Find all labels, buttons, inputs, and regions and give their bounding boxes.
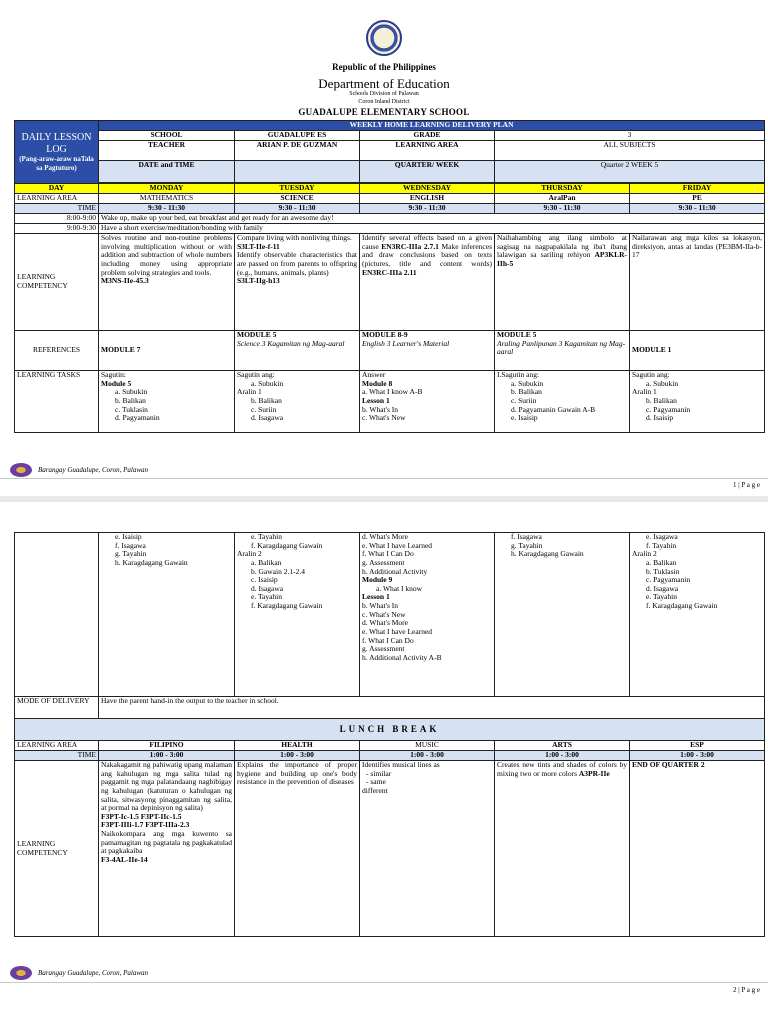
area-value: ALL SUBJECTS xyxy=(495,141,765,161)
time-mon: 9:30 - 11:30 xyxy=(99,204,235,214)
task-item: b. Balikan xyxy=(646,395,677,405)
area-label: LEARNING AREA xyxy=(360,141,495,161)
comp-wed-cell xyxy=(360,234,495,331)
task-item: c. Suriin xyxy=(511,395,537,405)
task-item: h. Karagdagang Gawain xyxy=(115,557,188,567)
task-item: Module 5 xyxy=(101,378,132,388)
task-item: e. Isaisip xyxy=(511,413,538,423)
task-item: d. Pagyamanin xyxy=(115,413,160,423)
area-tue: SCIENCE xyxy=(235,194,360,204)
footer-address: Barangay Guadalupe, Coron, Palawan xyxy=(38,969,148,977)
tasks-fri-2 xyxy=(630,533,765,697)
pm-comp-wed-cell xyxy=(360,761,495,937)
tasks-wed-2 xyxy=(360,533,495,697)
deped-seal-icon xyxy=(366,20,402,56)
lesson-log-table-page1 xyxy=(14,120,765,433)
task-item: c. Isaisip xyxy=(251,575,278,585)
pm-comp-mon-code3: F3-4AL-IIe-14 xyxy=(101,854,148,864)
task-item: Aralin 2 xyxy=(237,549,262,559)
pm-comp-wed-line: Identifies musical lines as xyxy=(362,760,440,769)
pm-comp-mon-code1: F3PT-Ic-1.5 F3PT-IIc-1.5 xyxy=(101,811,182,821)
date-label: DATE and TIME xyxy=(99,161,235,183)
task-item: d. Isagawa xyxy=(646,583,679,593)
comp-thu-cell xyxy=(495,234,630,331)
task-item: e. Isagawa xyxy=(646,532,678,541)
task-item: b. Tuklasin xyxy=(646,566,680,576)
task-item: Module 9 xyxy=(362,575,393,585)
task-item: Sagutin: xyxy=(101,370,127,379)
comp-mon-cell xyxy=(99,234,235,331)
task-item: Answer xyxy=(362,370,386,379)
dll-subtitle: (Pang-araw-araw naTala sa Pagtuturo) xyxy=(19,155,94,172)
school-logo-icon xyxy=(10,966,32,980)
pm-comp-mon: Nakakagamit ng pahiwatig upang malaman ang kahulugan ng mga salita tulad ng paggamit ng mga palatandaang nagbibigay ng kahulugan (katuturan o kahulugan ng salita, sitwasyong pinaggamitan ng salita, at pormal na depinisyon ng salita) xyxy=(101,760,232,813)
sched1-text: Wake up, make up your bed, eat breakfast and get ready for an awesome day! xyxy=(99,214,765,224)
ref-wed-mod: MODULE 8-9 xyxy=(362,330,408,339)
quarter-value: Quarter 2 WEEK 5 xyxy=(495,161,765,183)
tasks-mon-1 xyxy=(99,371,235,433)
task-item: h. Additional Activity xyxy=(362,566,428,576)
task-item: a. Balikan xyxy=(251,557,282,567)
task-item: f. Tayahin xyxy=(646,540,677,550)
task-item: b. Gawain 2.1-2.4 xyxy=(251,566,305,576)
task-item: g. Assessment xyxy=(362,644,405,654)
pm-area-thu: ARTS xyxy=(495,741,630,751)
ref-thu-mod: MODULE 5 xyxy=(497,330,537,339)
comp-mon: Solves routine and non-routine problems involving multiplication without or with addition and subtraction of whole numbers including money using appropriate problem solving strategies and tools. xyxy=(101,233,232,277)
pm-area-label: LEARNING AREA xyxy=(15,741,99,751)
comp-wed-code1: EN3RC-IIIa 2.7.1 xyxy=(381,241,439,251)
am-competency-label: LEARNING COMPETENCY xyxy=(15,234,99,331)
task-item: a. What I know A-B xyxy=(362,387,423,397)
school-label: SCHOOL xyxy=(99,131,235,141)
comp-tue-code2: S3LT-IIg-h13 xyxy=(237,276,280,286)
ref-tue-mod: MODULE 5 xyxy=(237,330,277,339)
school-value: GUADALUPE ES xyxy=(235,131,360,141)
ref-fri: MODULE 1 xyxy=(630,331,765,371)
time-fri: 9:30 - 11:30 xyxy=(630,204,765,214)
task-item: c. Pagyamanin xyxy=(646,575,691,585)
lesson-log-table-page2 xyxy=(14,532,765,937)
tasks-tue-1 xyxy=(235,371,360,433)
page1-number: 1 | P a g e xyxy=(733,481,760,489)
dll-title: DAILY LESSON LOG xyxy=(21,132,92,155)
thursday-header: THURSDAY xyxy=(495,184,630,194)
pm-comp-wed-line: - same xyxy=(366,777,386,787)
comp-tue-code1: S3LT-IIe-f-11 xyxy=(237,241,280,251)
ref-mon: MODULE 7 xyxy=(99,331,235,371)
quarter-label: QUARTER/ WEEK xyxy=(360,161,495,183)
comp-mon-code: M3NS-IIe-45.3 xyxy=(101,276,149,286)
task-item: b. Balikan xyxy=(251,395,282,405)
task-item: e. What I have Learned xyxy=(362,540,433,550)
school-name: GUADALUPE ELEMENTARY SCHOOL xyxy=(298,107,470,117)
sched2-text: Have a short exercise/meditation/bonding with family xyxy=(99,224,765,234)
references-label: REFERENCES xyxy=(15,331,99,371)
ref-thu-cell xyxy=(495,331,630,371)
task-item: b. What's In xyxy=(362,601,398,610)
task-item: d. Isaisip xyxy=(646,413,674,423)
plan-title: WEEKLY HOME LEARNING DELIVERY PLAN xyxy=(99,121,765,131)
task-item: f. Karagdagang Gawain xyxy=(251,601,323,610)
day-header: DAY xyxy=(15,184,99,194)
page2-divider xyxy=(0,982,768,983)
sched1-time: 8:00-9:00 xyxy=(15,214,99,224)
wednesday-header: WEDNESDAY xyxy=(360,184,495,194)
department-title: Department of Education xyxy=(318,76,450,91)
mode-text: Have the parent hand-in the output to the teacher in school. xyxy=(99,697,765,719)
area-wed: ENGLISH xyxy=(360,194,495,204)
comp-tue2: Identify observable characteristics that are passed on from parents to offspring (e.g., humans, animals, plants) xyxy=(237,250,357,277)
task-item: d. Isagawa xyxy=(251,583,284,593)
comp-tue-cell xyxy=(235,234,360,331)
school-logo-icon xyxy=(10,463,32,477)
tasks-mon-2 xyxy=(99,533,235,697)
comp-wed2: Make inferences and draw conclusions based on texts (pictures, title and content words) xyxy=(362,241,492,268)
task-item: Lesson 1 xyxy=(362,395,390,405)
footer-page1 xyxy=(10,463,148,477)
ref-tue-cell xyxy=(235,331,360,371)
tasks-tue-2 xyxy=(235,533,360,697)
task-item: b. What's In xyxy=(362,404,398,414)
footer-address: Barangay Guadalupe, Coron, Palawan xyxy=(38,466,148,474)
task-item: Aralin 1 xyxy=(632,387,657,397)
am-time-label: TIME xyxy=(15,204,99,214)
pm-comp-thu-code: A3PR-IIe xyxy=(578,768,610,778)
tasks-label: LEARNING TASKS xyxy=(15,371,99,433)
task-item: c. What's New xyxy=(362,609,406,619)
task-item: d. What's More xyxy=(362,618,408,628)
pm-time-fri: 1:00 - 3:00 xyxy=(630,751,765,761)
ref-wed-title: English 3 Learner's Material xyxy=(362,338,450,348)
pm-time-tue: 1:00 - 3:00 xyxy=(235,751,360,761)
page-gap xyxy=(0,496,768,502)
page2-number: 2 | P a g e xyxy=(733,986,760,994)
date-value xyxy=(235,161,360,183)
pm-comp-mon-code2: F3PT-IIIi-1.7 F3PT-IIIa-2.3 xyxy=(101,820,190,830)
comp-fri: Nailarawan ang mga kilos sa lokasyon, direksiyon, antas at landas (PE3BM-IIa-b-17 xyxy=(630,234,765,331)
task-item: a. Subukin xyxy=(115,387,148,397)
tasks-thu-1 xyxy=(495,371,630,433)
task-item: b. Balikan xyxy=(115,395,146,405)
task-item: c. Pagyamanin xyxy=(646,404,691,414)
comp-tue: Compare living with nonliving things. xyxy=(237,233,352,242)
task-item: g. Assessment xyxy=(362,557,405,567)
task-item: e. What I have Learned xyxy=(362,626,433,636)
task-item: c. What's New xyxy=(362,413,406,423)
tuesday-header: TUESDAY xyxy=(235,184,360,194)
task-item: f. What I Can Do xyxy=(362,635,414,645)
task-item: Aralin 2 xyxy=(632,549,657,559)
task-item: e. Isaisip xyxy=(115,532,142,541)
pm-time-mon: 1:00 - 3:00 xyxy=(99,751,235,761)
footer-page2 xyxy=(10,966,148,980)
sched2-time: 9:00-9:30 xyxy=(15,224,99,234)
comp-thu: Naihahambing ang ilang simbolo at sagisag na nagpapakilala ng iba't ibang lalawigan sa sariling rehiyon xyxy=(497,233,627,260)
pm-comp-thu-cell xyxy=(495,761,630,937)
district-label: Coron Inland District xyxy=(358,99,410,105)
area-mon: MATHEMATICS xyxy=(99,194,235,204)
grade-label: GRADE xyxy=(360,131,495,141)
tasks2-label xyxy=(15,533,99,697)
pm-comp-thu: Creates new tints and shades of colors by mixing two or more colors xyxy=(497,760,627,778)
area-fri: PE xyxy=(630,194,765,204)
task-item: b. Balikan xyxy=(511,387,542,397)
pm-area-wed: MUSIC xyxy=(360,741,495,751)
area-thu: AralPan xyxy=(495,194,630,204)
task-item: a. Subukin xyxy=(511,378,544,388)
task-item: c. Suriin xyxy=(251,404,277,414)
task-item: Lesson 1 xyxy=(362,592,390,602)
monday-header: MONDAY xyxy=(99,184,235,194)
comp-thu-code: AP3KLR- IIh-5 xyxy=(497,250,627,268)
pm-competency-label: LEARNING COMPETENCY xyxy=(15,761,99,937)
pm-comp-wed-line: different xyxy=(362,785,388,795)
pm-comp-wed-line: - similar xyxy=(366,768,392,778)
page1-divider xyxy=(0,478,768,479)
task-item: g. Tayahin xyxy=(115,549,147,559)
tasks-thu-2 xyxy=(495,533,630,697)
task-item: f. Isagawa xyxy=(511,532,542,541)
task-item: h. Additional Activity A-B xyxy=(362,652,442,662)
task-item: Module 8 xyxy=(362,378,393,388)
pm-time-thu: 1:00 - 3:00 xyxy=(495,751,630,761)
ref-wed-cell xyxy=(360,331,495,371)
task-item: Aralin 1 xyxy=(237,387,262,397)
task-item: f. Karagdagang Gawain xyxy=(646,601,718,610)
am-area-label: LEARNING AREA xyxy=(15,194,99,204)
time-thu: 9:30 - 11:30 xyxy=(495,204,630,214)
ref-thu-title: Araling Panlipunan 3 Kagamitan ng Mag-aaral xyxy=(497,338,626,357)
division-label: Schools Division of Palawan xyxy=(349,91,419,97)
task-item: d. What's More xyxy=(362,532,408,541)
comp-wed: Identify several effects based on a given cause xyxy=(362,233,492,251)
task-item: a. Subukin xyxy=(251,378,284,388)
task-item: d. Pagyamanin Gawain A-B xyxy=(511,404,596,414)
task-item: a. Balikan xyxy=(646,557,677,567)
task-item: I.Sagutin ang: xyxy=(497,370,540,379)
lunch-break: LUNCH BREAK xyxy=(15,719,765,741)
mode-label: MODE OF DELIVERY xyxy=(15,697,99,719)
time-tue: 9:30 - 11:30 xyxy=(235,204,360,214)
tasks-fri-1 xyxy=(630,371,765,433)
pm-comp-mon-cell xyxy=(99,761,235,937)
pm-comp-tue: Explains the importance of proper hygiene and building up one's body resistance in the prevention of diseases xyxy=(235,761,360,937)
comp-wed-code2: EN3RC-IIIa 2.11 xyxy=(362,267,417,277)
task-item: a. What I know xyxy=(376,583,423,593)
ref-tue-title: Science 3 Kagamitan ng Mag-aaral xyxy=(237,338,345,348)
task-item: h. Karagdagang Gawain xyxy=(511,549,584,559)
task-item: c. Tuklasin xyxy=(115,404,148,414)
task-item: Sagutin ang: xyxy=(632,370,670,379)
teacher-value: ARIAN P. DE GUZMAN xyxy=(235,141,360,161)
task-item: d. Isagawa xyxy=(251,413,284,423)
time-wed: 9:30 - 11:30 xyxy=(360,204,495,214)
teacher-label: TEACHER xyxy=(99,141,235,161)
task-item: g. Tayahin xyxy=(511,540,543,550)
task-item: e. Tayahin xyxy=(251,592,282,602)
republic-title: Republic of the Philippines xyxy=(332,62,436,72)
tasks-wed-1 xyxy=(360,371,495,433)
pm-area-fri: ESP xyxy=(630,741,765,751)
task-item: a. Subukin xyxy=(646,378,679,388)
pm-comp-fri: END OF QUARTER 2 xyxy=(630,761,765,937)
task-item: e. Tayahin xyxy=(251,532,282,541)
task-item: e. Tayahin xyxy=(646,592,677,602)
task-item: Sagutin ang: xyxy=(237,370,275,379)
pm-time-wed: 1:00 - 3:00 xyxy=(360,751,495,761)
task-item: f. Karagdagang Gawain xyxy=(251,540,323,550)
task-item: f. Isagawa xyxy=(115,540,146,550)
dll-title-cell xyxy=(15,121,99,184)
pm-area-mon: FILIPINO xyxy=(99,741,235,751)
task-item: f. What I Can Do xyxy=(362,549,414,559)
pm-time-label: TIME xyxy=(15,751,99,761)
friday-header: FRIDAY xyxy=(630,184,765,194)
pm-area-tue: HEALTH xyxy=(235,741,360,751)
grade-value: 3 xyxy=(495,131,765,141)
pm-comp-mon2: Naikokompara ang mga kuwento sa pamamagitan ng pagtatala ng pagkakatulad at pagkakaiba xyxy=(101,829,232,856)
